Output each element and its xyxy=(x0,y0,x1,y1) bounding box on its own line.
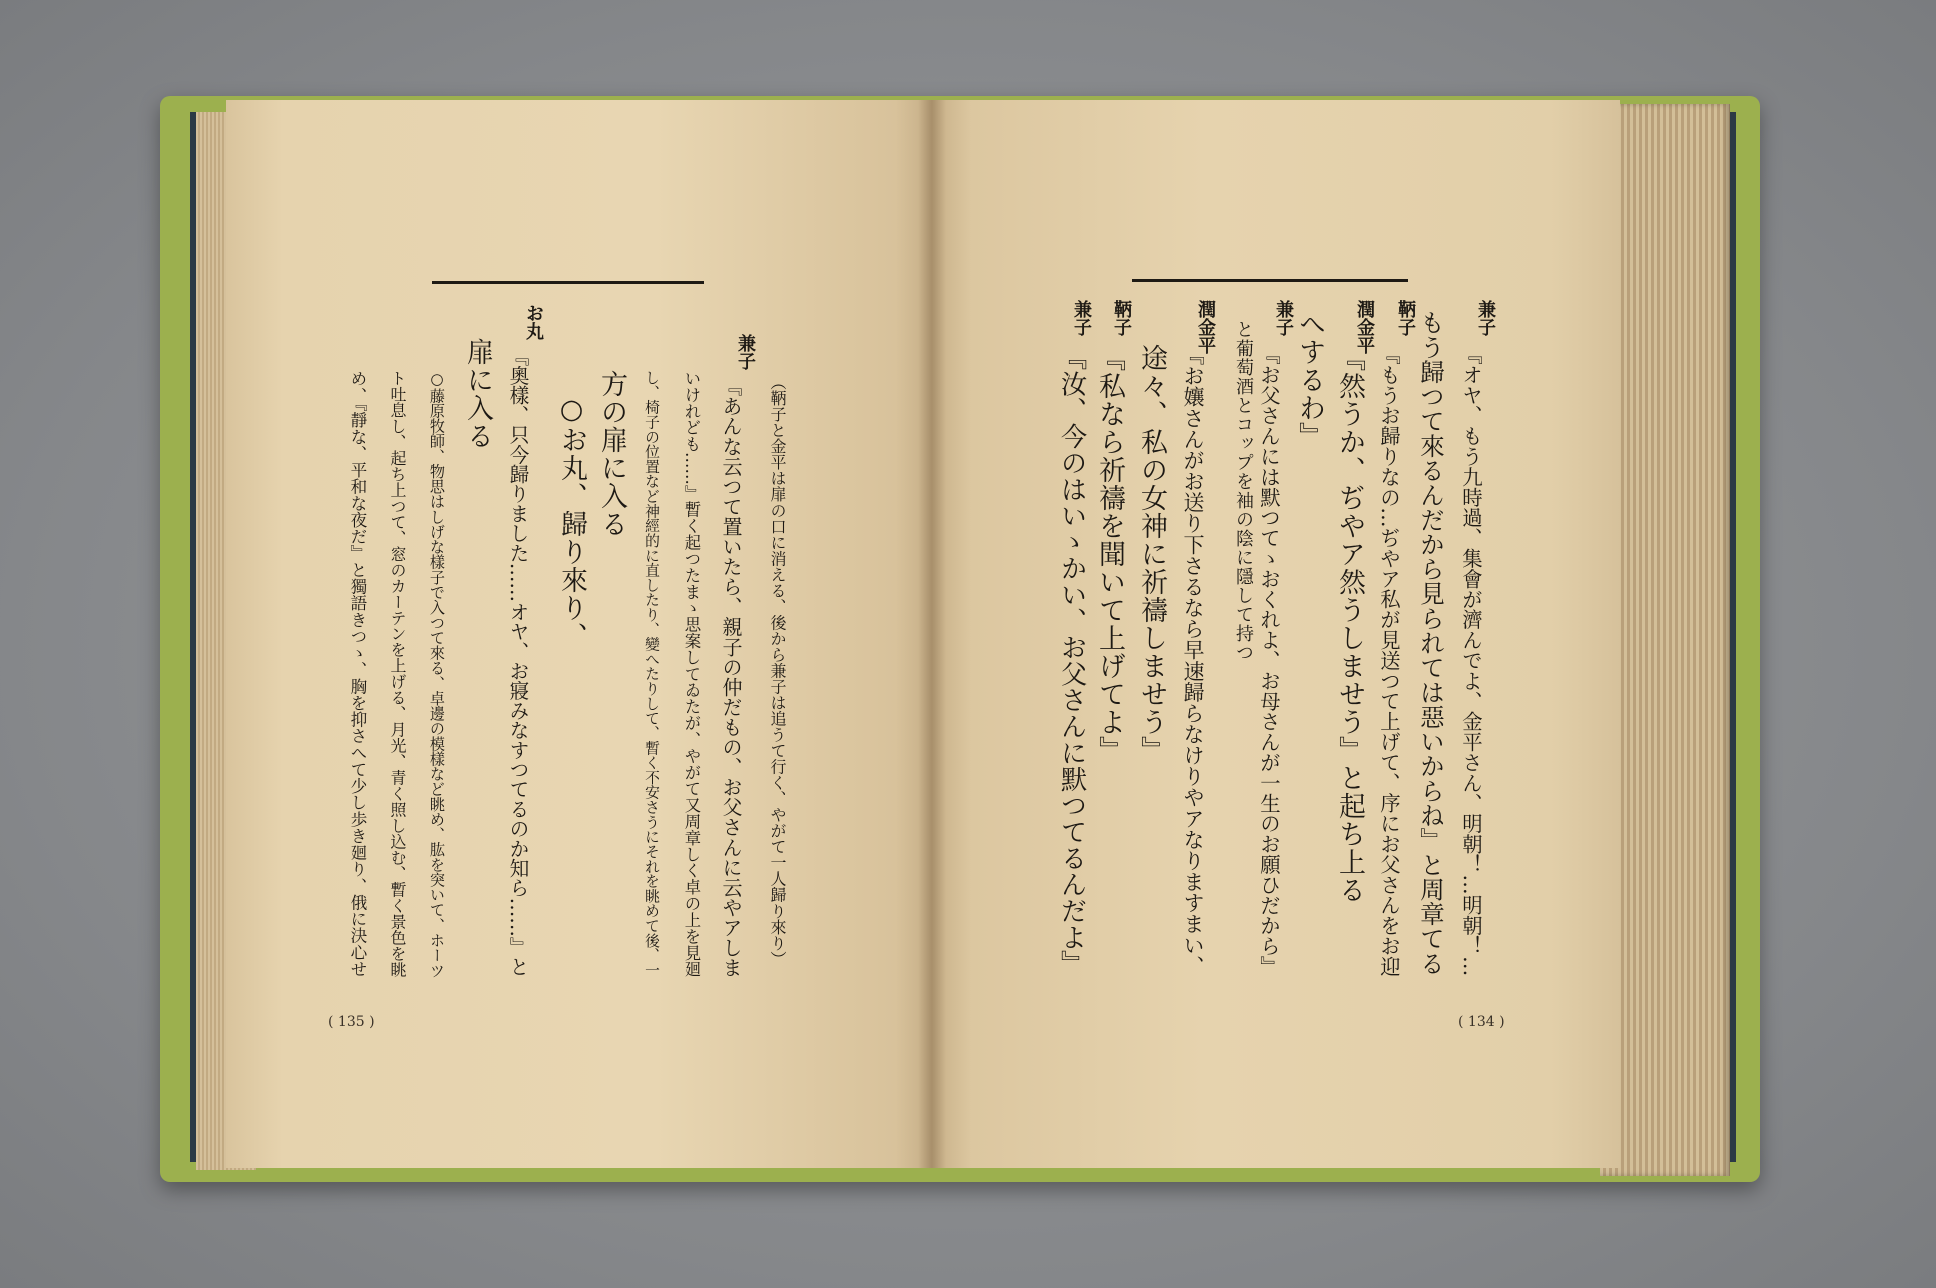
speaker-label: 潤金平 xyxy=(1195,300,1216,354)
speaker-label: 兼子 xyxy=(735,334,756,370)
text-line: 『私なら祈禱を聞いて上げてよ』 xyxy=(1094,344,1125,764)
text-line: 『お父さんには默つてゝおくれよ、お母さんが一生のお願ひだから』 xyxy=(1257,344,1281,977)
speaker-label: 鞆子 xyxy=(1111,300,1132,336)
speaker-label: お丸 xyxy=(523,304,544,340)
text-line: 途々、私の女神に祈禱しませう』 xyxy=(1136,344,1167,764)
speaker-label: 鞆子 xyxy=(1395,300,1416,336)
text-line: 『お孃さんがお送り下さるなら早速歸らなけりやアなりますまい、 xyxy=(1181,344,1206,977)
text-line: し、椅子の位置など神經的に直したり、變へたりして、暫く不安さうにそれを眺めて後、一 xyxy=(643,370,660,978)
page-number: ( 135 ) xyxy=(328,1014,375,1030)
text-line: 『あんな云つて置いたら、親子の仲だもの、お父さんに云やアしま xyxy=(719,376,743,978)
text-line: ○藤原牧師、物思はしげな樣子で入つて來る、卓邊の模樣など眺め、肱を突いて、ホーツ xyxy=(428,370,446,979)
text-line: 方の扉に入る xyxy=(596,370,627,538)
page-number: ( 134 ) xyxy=(1458,1014,1505,1030)
text-line: 『然うか、ぢやア然うしませう』と起ち上る xyxy=(1334,344,1365,904)
speaker-label: 潤金平 xyxy=(1354,300,1375,354)
text-line: もう歸つて來るんだから見られては惡いからね』と周章てる xyxy=(1417,310,1446,976)
speaker-label: 兼子 xyxy=(1273,300,1294,336)
text-line: へするわ』 xyxy=(1294,310,1325,450)
text-line: ト吐息し、起ち上つて、窓のカーテンを上げる、月光、青く照し込む、暫く景色を眺 xyxy=(388,370,407,978)
text-line: 『もうお歸りなの…ぢやア私が見送つて上げて、序にお父さんをお迎 xyxy=(1377,344,1401,977)
text-line: 『汝、今のはいゝかい、お父さんに默つてるんだよ』 xyxy=(1056,344,1086,977)
left-page-rule xyxy=(432,281,704,284)
speaker-label: 兼子 xyxy=(1475,300,1496,336)
stage-direction: （鞆子と金平は扉の口に消える、後から兼子は追うて行く、やがて一人歸り來り） xyxy=(768,374,787,967)
book-gutter xyxy=(918,100,946,1168)
text-line: 『奧樣、只今歸りました……オヤ、お寢みなすつてるのか知ら……』と xyxy=(506,346,529,977)
text-line: め、『靜な、平和な夜だ』と獨語きつゝ、胸を抑さへて少し歩き廻り、俄に決心せ xyxy=(348,370,367,977)
text-line: いけれども……』暫く起つたまゝ思案してゐたが、やがて又周章しく卓の上を見廻 xyxy=(682,370,701,978)
text-line: 扉に入る xyxy=(462,338,493,450)
text-line: 『オヤ、もう九時過、集會が濟んでよ、金平さん、明朝！…明朝！… xyxy=(1459,344,1483,977)
stage-direction: と葡萄酒とコップを袖の陰に隱して持つ xyxy=(1233,320,1254,662)
speaker-label: 兼子 xyxy=(1071,300,1092,336)
right-page-rule xyxy=(1132,279,1408,282)
text-line: ○お丸、歸り來り、 xyxy=(556,394,587,650)
